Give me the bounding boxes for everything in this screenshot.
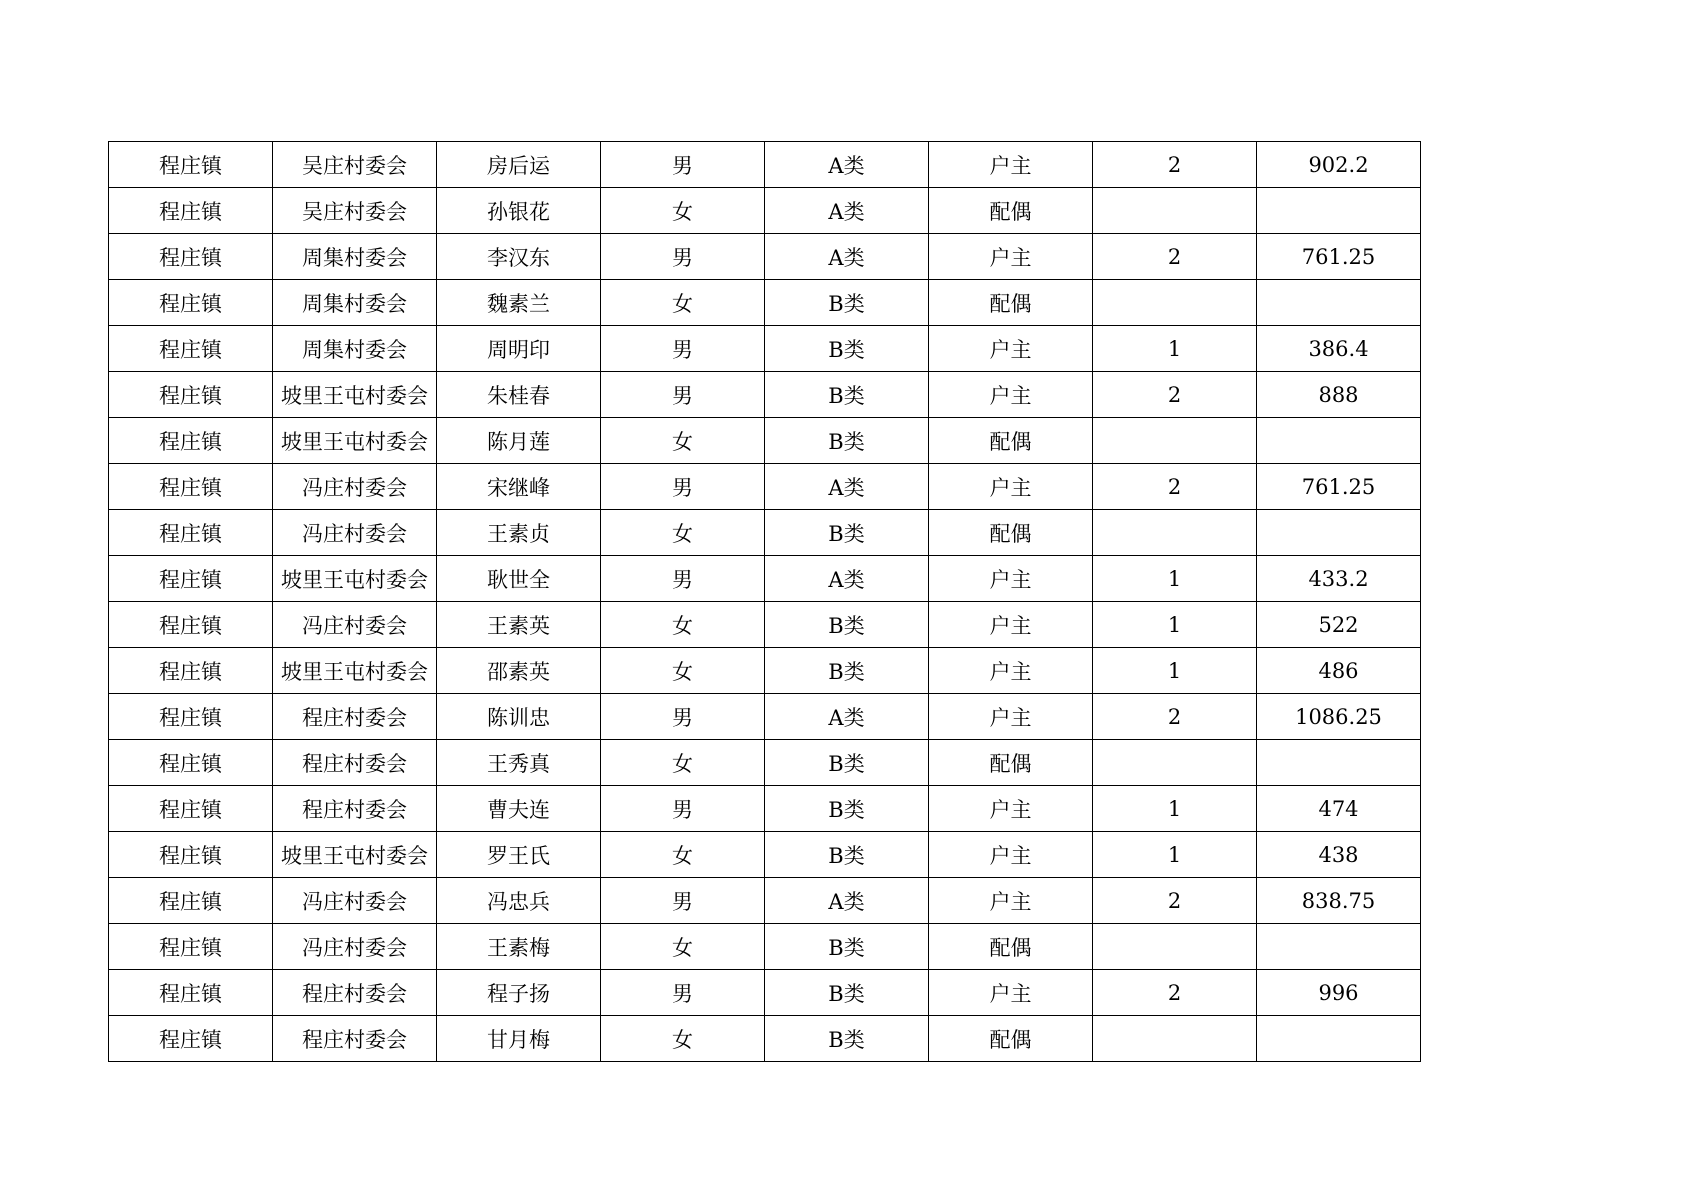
cell-relation: 户主: [929, 142, 1093, 188]
table-row: [109, 556, 1421, 602]
table-row: [109, 740, 1421, 786]
cell-gender: 男: [601, 142, 765, 188]
cell-village: 冯庄村委会: [273, 510, 437, 556]
cell-category: B类: [765, 832, 929, 878]
cell-name: 王素梅: [437, 924, 601, 970]
cell-amount: 438: [1257, 832, 1421, 878]
cell-relation: 户主: [929, 832, 1093, 878]
cell-gender: 女: [601, 418, 765, 464]
cell-name: 冯忠兵: [437, 878, 601, 924]
cell-gender: 男: [601, 556, 765, 602]
table-row: [109, 970, 1421, 1016]
cell-category: B类: [765, 418, 929, 464]
cell-gender: 女: [601, 280, 765, 326]
cell-gender: 女: [601, 510, 765, 556]
cell-name: 陈训忠: [437, 694, 601, 740]
cell-amount: [1257, 924, 1421, 970]
cell-gender: 女: [601, 1016, 765, 1062]
cell-village: 坡里王屯村委会: [273, 832, 437, 878]
cell-name: 陈月莲: [437, 418, 601, 464]
cell-relation: 配偶: [929, 1016, 1093, 1062]
cell-gender: 女: [601, 740, 765, 786]
cell-relation: 户主: [929, 372, 1093, 418]
cell-household-size: 2: [1093, 694, 1257, 740]
cell-relation: 户主: [929, 602, 1093, 648]
cell-name: 房后运: [437, 142, 601, 188]
table-row: [109, 418, 1421, 464]
cell-relation: 户主: [929, 556, 1093, 602]
cell-gender: 男: [601, 372, 765, 418]
cell-gender: 女: [601, 924, 765, 970]
table-row: [109, 924, 1421, 970]
cell-name: 周明印: [437, 326, 601, 372]
cell-gender: 女: [601, 602, 765, 648]
cell-village: 吴庄村委会: [273, 142, 437, 188]
cell-village: 坡里王屯村委会: [273, 372, 437, 418]
cell-category: A类: [765, 694, 929, 740]
table-row: [109, 878, 1421, 924]
cell-amount: 474: [1257, 786, 1421, 832]
cell-amount: 888: [1257, 372, 1421, 418]
table-row: [109, 326, 1421, 372]
cell-village: 吴庄村委会: [273, 188, 437, 234]
cell-village: 冯庄村委会: [273, 602, 437, 648]
cell-town: 程庄镇: [109, 832, 273, 878]
cell-household-size: 1: [1093, 786, 1257, 832]
cell-amount: 902.2: [1257, 142, 1421, 188]
cell-village: 程庄村委会: [273, 694, 437, 740]
cell-relation: 配偶: [929, 280, 1093, 326]
cell-gender: 女: [601, 832, 765, 878]
cell-town: 程庄镇: [109, 464, 273, 510]
cell-relation: 配偶: [929, 418, 1093, 464]
cell-relation: 户主: [929, 970, 1093, 1016]
cell-household-size: [1093, 510, 1257, 556]
cell-town: 程庄镇: [109, 418, 273, 464]
table-row: [109, 602, 1421, 648]
cell-category: B类: [765, 924, 929, 970]
table-row: [109, 188, 1421, 234]
cell-town: 程庄镇: [109, 372, 273, 418]
cell-amount: 761.25: [1257, 234, 1421, 280]
cell-village: 周集村委会: [273, 326, 437, 372]
cell-household-size: [1093, 188, 1257, 234]
cell-amount: [1257, 188, 1421, 234]
cell-town: 程庄镇: [109, 510, 273, 556]
table-row: [109, 832, 1421, 878]
cell-household-size: 2: [1093, 234, 1257, 280]
cell-category: B类: [765, 372, 929, 418]
cell-category: B类: [765, 280, 929, 326]
cell-gender: 男: [601, 786, 765, 832]
cell-name: 甘月梅: [437, 1016, 601, 1062]
table-body: [109, 142, 1421, 1062]
cell-town: 程庄镇: [109, 786, 273, 832]
cell-village: 坡里王屯村委会: [273, 418, 437, 464]
cell-amount: 1086.25: [1257, 694, 1421, 740]
cell-village: 周集村委会: [273, 234, 437, 280]
table-row: [109, 1016, 1421, 1062]
cell-relation: 户主: [929, 786, 1093, 832]
cell-town: 程庄镇: [109, 924, 273, 970]
cell-relation: 配偶: [929, 924, 1093, 970]
cell-village: 冯庄村委会: [273, 878, 437, 924]
cell-amount: 522: [1257, 602, 1421, 648]
cell-town: 程庄镇: [109, 188, 273, 234]
cell-category: B类: [765, 970, 929, 1016]
cell-name: 宋继峰: [437, 464, 601, 510]
cell-name: 李汉东: [437, 234, 601, 280]
cell-name: 魏素兰: [437, 280, 601, 326]
cell-category: B类: [765, 648, 929, 694]
cell-town: 程庄镇: [109, 280, 273, 326]
cell-category: B类: [765, 786, 929, 832]
cell-category: B类: [765, 510, 929, 556]
table-row: [109, 142, 1421, 188]
cell-relation: 户主: [929, 464, 1093, 510]
cell-gender: 男: [601, 970, 765, 1016]
cell-category: B类: [765, 1016, 929, 1062]
cell-household-size: 2: [1093, 372, 1257, 418]
cell-household-size: 1: [1093, 832, 1257, 878]
cell-relation: 配偶: [929, 740, 1093, 786]
cell-town: 程庄镇: [109, 556, 273, 602]
cell-name: 曹夫连: [437, 786, 601, 832]
cell-name: 罗王氏: [437, 832, 601, 878]
table-row: [109, 464, 1421, 510]
cell-town: 程庄镇: [109, 142, 273, 188]
cell-household-size: 2: [1093, 142, 1257, 188]
table-row: [109, 648, 1421, 694]
cell-town: 程庄镇: [109, 878, 273, 924]
cell-amount: 838.75: [1257, 878, 1421, 924]
cell-household-size: 2: [1093, 970, 1257, 1016]
cell-relation: 户主: [929, 878, 1093, 924]
cell-household-size: [1093, 280, 1257, 326]
cell-town: 程庄镇: [109, 740, 273, 786]
cell-household-size: [1093, 924, 1257, 970]
cell-gender: 男: [601, 234, 765, 280]
cell-gender: 男: [601, 464, 765, 510]
cell-gender: 男: [601, 878, 765, 924]
table-row: [109, 234, 1421, 280]
cell-household-size: [1093, 740, 1257, 786]
cell-relation: 户主: [929, 234, 1093, 280]
cell-town: 程庄镇: [109, 234, 273, 280]
cell-name: 朱桂春: [437, 372, 601, 418]
cell-village: 坡里王屯村委会: [273, 556, 437, 602]
cell-amount: [1257, 510, 1421, 556]
cell-relation: 户主: [929, 694, 1093, 740]
cell-name: 王素贞: [437, 510, 601, 556]
cell-category: B类: [765, 602, 929, 648]
cell-category: A类: [765, 142, 929, 188]
cell-amount: 433.2: [1257, 556, 1421, 602]
cell-category: A类: [765, 234, 929, 280]
cell-town: 程庄镇: [109, 694, 273, 740]
cell-name: 王秀真: [437, 740, 601, 786]
cell-village: 程庄村委会: [273, 740, 437, 786]
cell-amount: 761.25: [1257, 464, 1421, 510]
cell-category: A类: [765, 188, 929, 234]
cell-name: 王素英: [437, 602, 601, 648]
cell-village: 程庄村委会: [273, 970, 437, 1016]
cell-category: A类: [765, 464, 929, 510]
cell-town: 程庄镇: [109, 648, 273, 694]
table-row: [109, 372, 1421, 418]
cell-name: 邵素英: [437, 648, 601, 694]
cell-household-size: [1093, 418, 1257, 464]
cell-name: 程子扬: [437, 970, 601, 1016]
table-row: [109, 280, 1421, 326]
cell-household-size: 2: [1093, 464, 1257, 510]
table-row: [109, 694, 1421, 740]
cell-village: 冯庄村委会: [273, 464, 437, 510]
cell-category: B类: [765, 740, 929, 786]
cell-name: 耿世全: [437, 556, 601, 602]
cell-village: 程庄村委会: [273, 786, 437, 832]
cell-amount: [1257, 740, 1421, 786]
cell-relation: 户主: [929, 648, 1093, 694]
table-row: [109, 510, 1421, 556]
cell-gender: 男: [601, 326, 765, 372]
cell-household-size: 2: [1093, 878, 1257, 924]
cell-amount: [1257, 1016, 1421, 1062]
cell-village: 冯庄村委会: [273, 924, 437, 970]
cell-village: 程庄村委会: [273, 1016, 437, 1062]
cell-amount: [1257, 418, 1421, 464]
cell-amount: 486: [1257, 648, 1421, 694]
cell-name: 孙银花: [437, 188, 601, 234]
cell-household-size: 1: [1093, 602, 1257, 648]
cell-amount: [1257, 280, 1421, 326]
cell-gender: 女: [601, 188, 765, 234]
cell-category: A类: [765, 556, 929, 602]
cell-town: 程庄镇: [109, 326, 273, 372]
data-table: [108, 141, 1421, 1062]
cell-category: A类: [765, 878, 929, 924]
cell-relation: 配偶: [929, 188, 1093, 234]
cell-relation: 配偶: [929, 510, 1093, 556]
cell-relation: 户主: [929, 326, 1093, 372]
cell-village: 周集村委会: [273, 280, 437, 326]
cell-household-size: 1: [1093, 648, 1257, 694]
cell-gender: 男: [601, 694, 765, 740]
cell-town: 程庄镇: [109, 970, 273, 1016]
cell-town: 程庄镇: [109, 602, 273, 648]
cell-amount: 996: [1257, 970, 1421, 1016]
table-row: [109, 786, 1421, 832]
cell-household-size: 1: [1093, 556, 1257, 602]
cell-household-size: 1: [1093, 326, 1257, 372]
cell-category: B类: [765, 326, 929, 372]
cell-household-size: [1093, 1016, 1257, 1062]
cell-amount: 386.4: [1257, 326, 1421, 372]
cell-gender: 女: [601, 648, 765, 694]
cell-village: 坡里王屯村委会: [273, 648, 437, 694]
cell-town: 程庄镇: [109, 1016, 273, 1062]
